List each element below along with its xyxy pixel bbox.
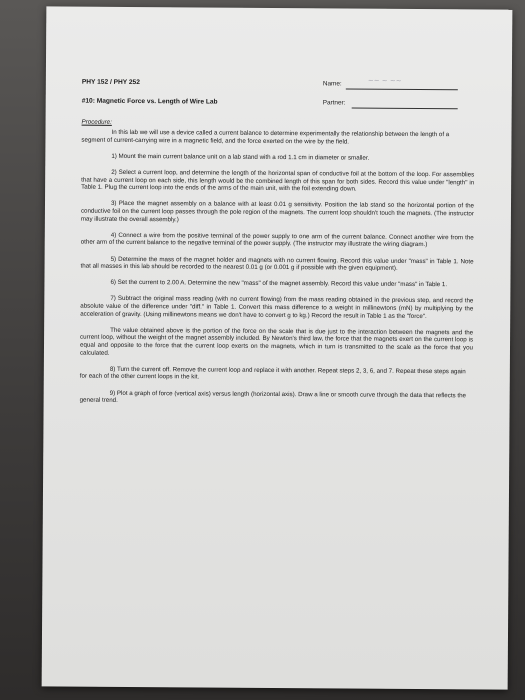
explanation-paragraph: The value obtained above is the portion of the force on the scale that is due just to the interaction between the magnets and the current loop, without the weight of the magnet assembly included. By Newton's third law, the force that the magnets exert on the current loop is equal and opposite to the force that the current loop exerts on the magnets, which in turn is transmitted to the scale as the force that you calculated. [79, 326, 474, 357]
step-9: 9) Plot a graph of force (vertical axis) versus length (horizontal axis). Draw a line or smooth curve through the data that reflects the general trend. [79, 389, 466, 405]
step-5: 5) Determine the mass of the magnet holder and magnets with no current flowing. Record this value under "mass" in Table 1. Note that all masses in this lab should be recorded to the nearest 0.01 g (or 0.001 g if possible with the given equipment). [80, 255, 474, 272]
step-6: 6) Set the current to 2.00 A. Determine the new "mass" of the magnet assembly. Record this value under "mass" in Table 1. [110, 279, 448, 289]
step-2: 2) Select a current loop, and determine the length of the horizontal span of conductive foil at the bottom of the loop. For assemblies that have a current loop on each side, this length would be the combined length of this span for both sides. Record this value under "length" in Table 1. Plug the current loop into the ends of the arms of the main unit, with the foil extending down. [81, 168, 475, 193]
step-7: 7) Subtract the original mass reading (with no current flowing) from the mass reading obtained in the previous step, and record the absolute value of the difference under "diff." in Table 1. Convert this mass difference to a weight in millinewtons (mN) by multiplying by the acceleration of gravity. (Using millinewtons means we don't have to convert g to kg.) Record the result in Table 1 as the "force". [80, 295, 474, 320]
procedure-body [80, 129, 475, 416]
lab-handout-page [42, 6, 513, 689]
procedure-heading: Procedure: [81, 118, 112, 126]
step-3: 3) Place the magnet assembly on a balance with at least 0.01 g sensitivity. Position the lab stand so the horizontal portion of the conductive foil on the current loop passes through the pole region of the magnets. The current loop shouldn't touch the magnets. (The instructor may illustrate the overall assembly.) [80, 200, 475, 223]
name-line [346, 88, 458, 90]
partner-label: Partner: [322, 99, 346, 107]
lab-title: #10: Magnetic Force vs. Length of Wire Lab [81, 97, 218, 106]
step-1: 1) Mount the main current balance unit on a lab stand with a rod 1.1 cm in diameter or smaller. [111, 152, 370, 162]
step-4: 4) Connect a wire from the positive terminal of the power supply to one arm of the current balance. Connect another wire from the other arm of the current balance to the negative terminal of the power supply. (The instructor may illustrate the wiring diagram.) [80, 231, 474, 249]
course-code: PHY 152 / PHY 252 [81, 78, 140, 87]
intro-paragraph: In this lab we will use a device called a current balance to determine experimentally the relationship between the length of a segment of current-carrying wire in a magnetic field, and the force exerted on the wire by the field. [81, 128, 450, 146]
handwritten-name-signature: ~~ ~ ~~ [367, 76, 402, 85]
name-label: Name: [322, 80, 342, 88]
step-8: 8) Turn the current off. Remove the current loop and replace it with another. Repeat steps 2, 3, 6, and 7. Repeat these steps again for each of the other current loops in the kit. [79, 365, 466, 381]
partner-line [352, 108, 458, 110]
